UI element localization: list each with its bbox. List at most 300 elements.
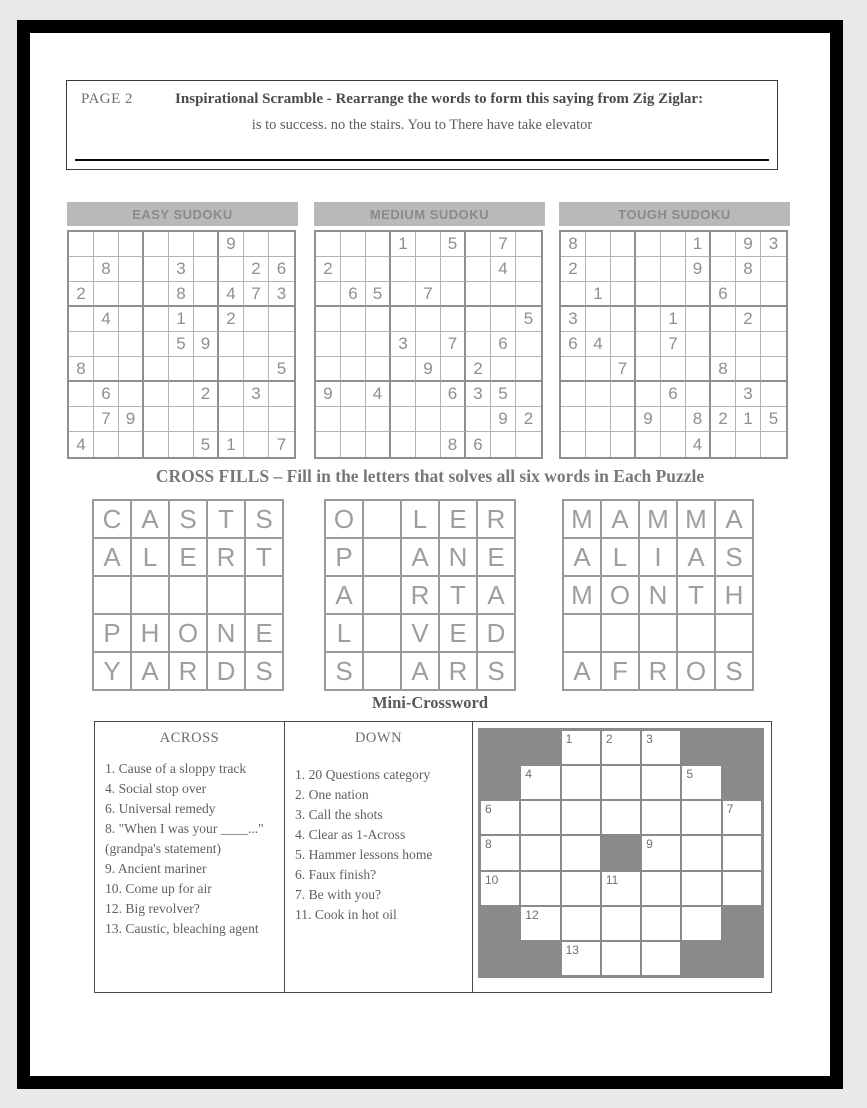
- sudoku-cell: [119, 307, 144, 332]
- sudoku-cell: 8: [94, 257, 119, 282]
- sudoku-cell: [516, 332, 541, 357]
- sudoku-cell: 2: [466, 357, 491, 382]
- crossfill-cell: [364, 653, 400, 689]
- crossfill-cell: V: [402, 615, 438, 651]
- sudoku-cell: 9: [316, 382, 341, 407]
- crossfill-cell: S: [170, 501, 206, 537]
- sudoku-cell: 9: [491, 407, 516, 432]
- crossword-clue-number: 11: [605, 872, 619, 887]
- sudoku-cell: 6: [711, 282, 736, 307]
- sudoku-cell: 2: [561, 257, 586, 282]
- sudoku-cell: [119, 357, 144, 382]
- crossword-clue-number: 13: [565, 942, 579, 957]
- sudoku-cell: [561, 432, 586, 457]
- sudoku-cell: [611, 307, 636, 332]
- sudoku-cell: [416, 307, 441, 332]
- sudoku-cell: [69, 332, 94, 357]
- crossfill-cell: A: [564, 539, 600, 575]
- sudoku-cell: [316, 432, 341, 457]
- sudoku-cell: [366, 357, 391, 382]
- sudoku-cell: [441, 282, 466, 307]
- sudoku-cell: [686, 307, 711, 332]
- sudoku-cell: 4: [94, 307, 119, 332]
- sudoku-cell: [269, 232, 294, 257]
- sudoku-cell: 3: [466, 382, 491, 407]
- crossfill-cell: A: [602, 501, 638, 537]
- sudoku-cell: [466, 232, 491, 257]
- sudoku-cell: [219, 382, 244, 407]
- crossfill-cell: H: [132, 615, 168, 651]
- sudoku-cell: [661, 432, 686, 457]
- sudoku-cell: [391, 382, 416, 407]
- sudoku-cell: 6: [466, 432, 491, 457]
- sudoku-cell: [711, 332, 736, 357]
- sudoku-cell: [736, 332, 761, 357]
- crossword-cell: [602, 801, 640, 834]
- sudoku-cell: [94, 232, 119, 257]
- sudoku-cell: [144, 282, 169, 307]
- crossfill-cell: R: [478, 501, 514, 537]
- sudoku-cell: [586, 382, 611, 407]
- sudoku-cell: [466, 307, 491, 332]
- sudoku-cell: 8: [69, 357, 94, 382]
- crossfills-heading: CROSS FILLS – Fill in the letters that solves all six words in Each Puzzle: [155, 466, 705, 486]
- sudoku-cell: 2: [69, 282, 94, 307]
- crossfill-cell: [364, 539, 400, 575]
- crossword-cell: [642, 836, 680, 869]
- crossfill-cell: T: [440, 577, 476, 613]
- crossword-cell: [602, 942, 640, 975]
- sudoku-cell: 2: [219, 307, 244, 332]
- sudoku-cell: 5: [761, 407, 786, 432]
- sudoku-cell: [441, 407, 466, 432]
- sudoku-cell: [269, 407, 294, 432]
- crossfill-cell: A: [402, 539, 438, 575]
- sudoku-cell: 1: [661, 307, 686, 332]
- crossword-block: [682, 942, 720, 975]
- sudoku-cell: [761, 332, 786, 357]
- sudoku-cell: 5: [366, 282, 391, 307]
- down-clue: 6. Faux finish?: [295, 867, 377, 882]
- sudoku-cell: 1: [736, 407, 761, 432]
- sudoku-cell: [341, 432, 366, 457]
- sudoku-cell: [169, 232, 194, 257]
- sudoku-cell: [366, 332, 391, 357]
- sudoku-cell: 7: [244, 282, 269, 307]
- crossfill-cell: P: [326, 539, 362, 575]
- sudoku-cell: [416, 407, 441, 432]
- sudoku-cell: [94, 357, 119, 382]
- sudoku-cell: [341, 357, 366, 382]
- sudoku-cell: [194, 357, 219, 382]
- crossfill-cell: M: [640, 501, 676, 537]
- crossword-block: [481, 766, 519, 799]
- crossfill-cell: [132, 577, 168, 613]
- sudoku-cell: [636, 232, 661, 257]
- sudoku-cell: 1: [219, 432, 244, 457]
- sudoku-cell: 1: [391, 232, 416, 257]
- sudoku-cell: [636, 332, 661, 357]
- crossword-cell: [481, 872, 519, 905]
- crossfill-cell: [364, 577, 400, 613]
- crossfill-cell: [170, 577, 206, 613]
- sudoku-cell: [761, 432, 786, 457]
- sudoku-cell: [586, 357, 611, 382]
- crossword-cell: [562, 836, 600, 869]
- sudoku-cell: [391, 282, 416, 307]
- sudoku-cell: [269, 307, 294, 332]
- crossword-block: [481, 907, 519, 940]
- sudoku-cell: 5: [194, 432, 219, 457]
- tough-sudoku-title: TOUGH SUDOKU: [559, 202, 790, 226]
- sudoku-cell: 7: [416, 282, 441, 307]
- sudoku-cell: [441, 357, 466, 382]
- sudoku-cell: [194, 307, 219, 332]
- sudoku-cell: [661, 357, 686, 382]
- sudoku-cell: [316, 332, 341, 357]
- sudoku-cell: 8: [169, 282, 194, 307]
- sudoku-cell: [661, 257, 686, 282]
- crossfill-cell: [364, 501, 400, 537]
- sudoku-cell: 4: [219, 282, 244, 307]
- sudoku-cell: [219, 332, 244, 357]
- mini-crossword-heading: Mini-Crossword: [371, 693, 489, 712]
- sudoku-cell: [316, 232, 341, 257]
- sudoku-cell: 1: [686, 232, 711, 257]
- sudoku-cell: [491, 307, 516, 332]
- crossword-cell: [642, 801, 680, 834]
- crossfill-cell: R: [640, 653, 676, 689]
- sudoku-cell: [736, 357, 761, 382]
- sudoku-cell: [391, 407, 416, 432]
- sudoku-cell: [561, 282, 586, 307]
- crossfill-cell: [364, 615, 400, 651]
- sudoku-cell: 3: [269, 282, 294, 307]
- crossfill-cell: E: [440, 615, 476, 651]
- sudoku-cell: [586, 407, 611, 432]
- crossword-clue-number: 2: [605, 732, 613, 746]
- sudoku-cell: [761, 357, 786, 382]
- medium-sudoku-grid: [314, 230, 543, 459]
- crossfill-cell: E: [440, 501, 476, 537]
- crossfill-cell: A: [94, 539, 130, 575]
- crossword-block: [602, 836, 640, 869]
- crossword-clue-number: 10: [485, 872, 499, 887]
- crossword-block: [521, 731, 559, 764]
- sudoku-cell: [144, 307, 169, 332]
- crossword-cell: [562, 907, 600, 940]
- sudoku-cell: [466, 282, 491, 307]
- crossword-block: [682, 731, 720, 764]
- sudoku-cell: 5: [169, 332, 194, 357]
- crossfill-cell: D: [478, 615, 514, 651]
- crossword-cell: [602, 731, 640, 764]
- sudoku-cell: [611, 432, 636, 457]
- down-clue: 7. Be with you?: [295, 887, 382, 902]
- sudoku-cell: [69, 407, 94, 432]
- sudoku-cell: [119, 232, 144, 257]
- across-clue: 9. Ancient mariner: [105, 861, 207, 876]
- crossfill-cell: A: [678, 539, 714, 575]
- sudoku-cell: 1: [586, 282, 611, 307]
- sudoku-cell: [466, 407, 491, 432]
- sudoku-cell: [636, 257, 661, 282]
- crossfill-cell: N: [208, 615, 244, 651]
- crossword-cell: [682, 836, 720, 869]
- medium-sudoku-title: MEDIUM SUDOKU: [314, 202, 545, 226]
- crossfill-cell: S: [716, 653, 752, 689]
- down-clue: 5. Hammer lessons home: [295, 847, 433, 862]
- crossfill-cell: C: [94, 501, 130, 537]
- sudoku-cell: 2: [194, 382, 219, 407]
- crossfill-cell: O: [170, 615, 206, 651]
- sudoku-cell: [736, 432, 761, 457]
- sudoku-cell: [316, 357, 341, 382]
- down-label: DOWN: [354, 730, 403, 746]
- crossfill-cell: T: [208, 501, 244, 537]
- crossfill-cell: M: [564, 501, 600, 537]
- across-clue: 4. Social stop over: [105, 781, 207, 796]
- sudoku-cell: [144, 357, 169, 382]
- crossfill-cell: S: [326, 653, 362, 689]
- crossword-cell: [562, 801, 600, 834]
- easy-sudoku-title: EASY SUDOKU: [67, 202, 298, 226]
- sudoku-cell: [94, 332, 119, 357]
- sudoku-cell: 3: [244, 382, 269, 407]
- scramble-title: Inspirational Scramble - Rearrange the words to form this saying from Zig Ziglar:: [175, 91, 704, 107]
- sudoku-cell: [144, 232, 169, 257]
- sudoku-cell: [636, 282, 661, 307]
- crossword-clue-number: 5: [686, 767, 694, 782]
- crossfill-cell: [678, 615, 714, 651]
- sudoku-cell: [341, 407, 366, 432]
- crossword-cell: [682, 872, 720, 905]
- sudoku-cell: [516, 382, 541, 407]
- crossword-cell: [602, 872, 640, 905]
- sudoku-cell: 6: [661, 382, 686, 407]
- crossfill-cell: R: [402, 577, 438, 613]
- down-clue: 11. Cook in hot oil: [295, 907, 397, 922]
- sudoku-cell: 6: [94, 382, 119, 407]
- sudoku-cell: 4: [686, 432, 711, 457]
- sudoku-cell: [761, 307, 786, 332]
- sudoku-cell: [636, 432, 661, 457]
- crossfill-cell: M: [564, 577, 600, 613]
- sudoku-cell: 6: [341, 282, 366, 307]
- crossfill-cell: R: [440, 653, 476, 689]
- down-column: [285, 722, 473, 992]
- sudoku-cell: [491, 357, 516, 382]
- across-clue: 12. Big revolver?: [105, 901, 200, 916]
- sudoku-cell: [144, 407, 169, 432]
- sudoku-cell: 8: [686, 407, 711, 432]
- crossword-cell: [562, 731, 600, 764]
- sudoku-cell: [144, 432, 169, 457]
- page-number-label: PAGE 2: [81, 91, 134, 107]
- sudoku-cell: [441, 257, 466, 282]
- crossword-cell: [521, 907, 559, 940]
- crossword-block: [481, 731, 519, 764]
- sudoku-cell: [711, 382, 736, 407]
- sudoku-cell: [94, 282, 119, 307]
- crossword-cell: [481, 836, 519, 869]
- sudoku-cell: 4: [586, 332, 611, 357]
- sudoku-cell: [736, 282, 761, 307]
- sudoku-cell: [244, 357, 269, 382]
- crossword-cell: [562, 766, 600, 799]
- down-clue: 2. One nation: [295, 787, 369, 802]
- sudoku-cell: [169, 407, 194, 432]
- down-clues: [295, 765, 468, 925]
- sudoku-cell: [761, 382, 786, 407]
- sudoku-cell: [366, 257, 391, 282]
- crossfill-cell: [94, 577, 130, 613]
- sudoku-cell: [661, 232, 686, 257]
- sudoku-cell: [611, 332, 636, 357]
- crossword-cell: [521, 766, 559, 799]
- sudoku-cell: [316, 282, 341, 307]
- crossword-block: [723, 731, 761, 764]
- crossword-cell: [562, 942, 600, 975]
- sudoku-cell: 5: [441, 232, 466, 257]
- sudoku-cell: [316, 407, 341, 432]
- sudoku-cell: [119, 257, 144, 282]
- crossfill-cell: S: [246, 501, 282, 537]
- crossword-cell: [642, 766, 680, 799]
- sudoku-cell: 8: [736, 257, 761, 282]
- down-clue: 3. Call the shots: [295, 807, 383, 822]
- crossfill-cell: Y: [94, 653, 130, 689]
- across-clue: 13. Caustic, bleaching agent: [105, 921, 259, 936]
- sudoku-cell: [194, 282, 219, 307]
- scramble-words: is to success. no the stairs. You to There have take elevator: [251, 117, 593, 133]
- sudoku-cell: 6: [441, 382, 466, 407]
- sudoku-cell: [761, 257, 786, 282]
- sudoku-cell: 6: [561, 332, 586, 357]
- crossfill-cell: T: [246, 539, 282, 575]
- sudoku-cell: [194, 232, 219, 257]
- sudoku-cell: [441, 307, 466, 332]
- crossfill-cell: A: [326, 577, 362, 613]
- sudoku-cell: [491, 432, 516, 457]
- sudoku-cell: [69, 232, 94, 257]
- crossword-clue-number: 4: [525, 767, 532, 782]
- sudoku-cell: [661, 282, 686, 307]
- crossfill-cell: P: [94, 615, 130, 651]
- sudoku-cell: [341, 232, 366, 257]
- sudoku-cell: [466, 332, 491, 357]
- sudoku-cell: [219, 257, 244, 282]
- sudoku-cell: 2: [316, 257, 341, 282]
- sudoku-cell: [586, 232, 611, 257]
- crossword-cell: [642, 731, 680, 764]
- sudoku-cell: [686, 357, 711, 382]
- sudoku-cell: [561, 407, 586, 432]
- across-column: [95, 722, 285, 992]
- sudoku-cell: [69, 382, 94, 407]
- crossfill-cell: A: [478, 577, 514, 613]
- crossword-clue-number: 3: [646, 732, 653, 746]
- sudoku-cell: [244, 432, 269, 457]
- sudoku-cell: [611, 382, 636, 407]
- crossfill-cell: F: [602, 653, 638, 689]
- sudoku-cell: [661, 407, 686, 432]
- sudoku-cell: [69, 257, 94, 282]
- sudoku-cell: 2: [516, 407, 541, 432]
- sudoku-cell: 8: [711, 357, 736, 382]
- crossword-clue-number: 8: [485, 837, 492, 852]
- crossword-table: [94, 721, 772, 993]
- sudoku-cell: 3: [761, 232, 786, 257]
- crossword-grid-column: [473, 722, 771, 992]
- sudoku-cell: [586, 307, 611, 332]
- sudoku-cell: [219, 407, 244, 432]
- sudoku-cell: [119, 432, 144, 457]
- crossword-cell: [642, 907, 680, 940]
- sudoku-cell: [611, 257, 636, 282]
- crossword-cell: [723, 872, 761, 905]
- page-border: [17, 20, 843, 1089]
- sudoku-cell: [194, 257, 219, 282]
- sudoku-cell: [366, 307, 391, 332]
- sudoku-cell: [711, 257, 736, 282]
- sudoku-cell: 9: [416, 357, 441, 382]
- crossfill-cell: T: [678, 577, 714, 613]
- crossword-clue-number: 7: [726, 802, 734, 817]
- crossfill-cell: A: [132, 501, 168, 537]
- sudoku-cell: [516, 432, 541, 457]
- crossword-cell: [682, 801, 720, 834]
- sudoku-cell: [169, 382, 194, 407]
- sudoku-cell: 2: [736, 307, 761, 332]
- crossfill-cell: R: [208, 539, 244, 575]
- sudoku-cell: [391, 432, 416, 457]
- crossword-grid: [478, 728, 764, 978]
- sudoku-cell: [341, 382, 366, 407]
- sudoku-cell: [366, 232, 391, 257]
- crossword-cell: [682, 766, 720, 799]
- sudoku-cell: [516, 232, 541, 257]
- sudoku-cell: 3: [561, 307, 586, 332]
- sudoku-cell: [416, 257, 441, 282]
- crossword-block: [723, 942, 761, 975]
- tough-sudoku-grid: [559, 230, 788, 459]
- sudoku-cell: [341, 332, 366, 357]
- header-box: [66, 80, 778, 170]
- crossfill-cell: O: [326, 501, 362, 537]
- crossfill-cell: H: [716, 577, 752, 613]
- crossword-cell: [642, 942, 680, 975]
- sudoku-cell: [144, 257, 169, 282]
- sudoku-cell: 9: [636, 407, 661, 432]
- sudoku-cell: [244, 232, 269, 257]
- sudoku-cell: [711, 232, 736, 257]
- crossword-block: [481, 942, 519, 975]
- sudoku-cell: [586, 432, 611, 457]
- across-clue: 8. "When I was your ____..." (grandpa's statement): [105, 821, 264, 856]
- across-clues: [105, 759, 280, 939]
- sudoku-cell: 1: [169, 307, 194, 332]
- sudoku-cell: 7: [276, 434, 287, 454]
- page-content: [30, 33, 830, 1076]
- crossfill-cell: A: [132, 653, 168, 689]
- sudoku-cell: [686, 332, 711, 357]
- sudoku-cell: [636, 357, 661, 382]
- across-clue: 10. Come up for air: [105, 881, 212, 896]
- sudoku-cell: [416, 432, 441, 457]
- sudoku-cell: 7: [661, 332, 686, 357]
- crossword-clue-number: 12: [525, 907, 539, 922]
